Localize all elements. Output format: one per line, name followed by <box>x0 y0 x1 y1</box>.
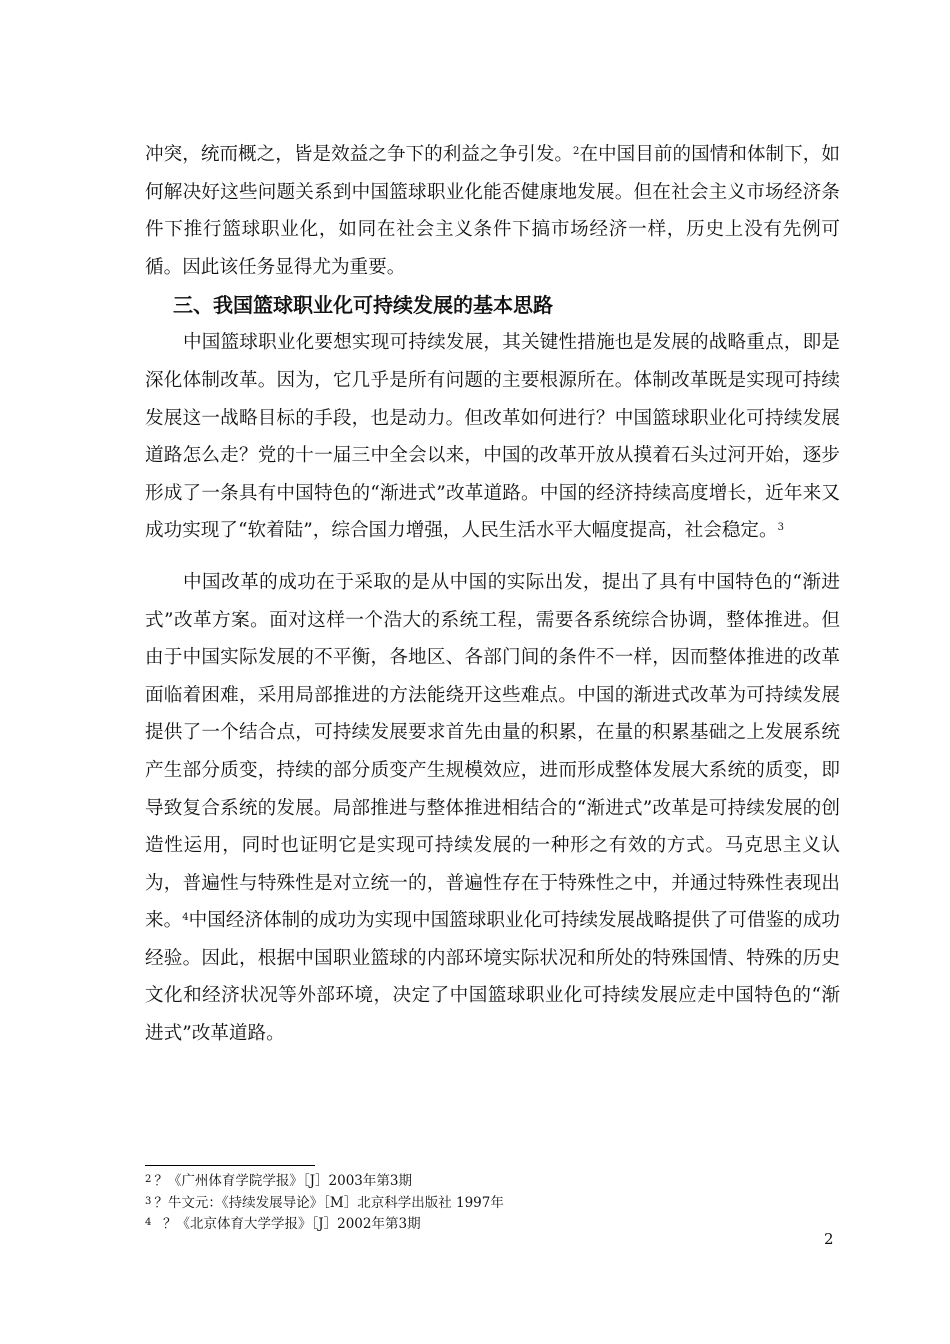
section-heading: 三、我国篮球职业化可持续发展的基本思路 <box>173 293 553 318</box>
paragraph-3-text: 中国改革的成功在于采取的是从中国的实际出发，提出了具有中国特色的“渐进式”改革方案。面对这样一个浩大的系统工程，需要各系统综合协调，整体推进。但由于中国实际发展的不平衡，各地区、各部门间的条件不一样，因而整体推进的改革面临着困难，采用局部推进的方法能绕开这些难点。中国的渐进式改革为可持续发展提供了一个结合点，可持续发展要求首先由量的积累，在量的积累基础之上发展系统产生部分质变，持续的部分质变产生规模效应，进而形成整体发展大系统的质变，即导致复合系统的发展。局部推进与整体推进相结合的“渐进式”改革是可持续发展的创造性运用，同时也证明它是实现可持续发展的一种形之有效的方式。马克思主义认为，普遍性与特殊性是对立统一的，普遍性存在于特殊性之中，并通过特殊性表现出来。 <box>145 571 840 932</box>
footnote-separator <box>145 1165 315 1166</box>
footnotes <box>145 1170 840 1235</box>
footnote-text: ？牛文元：《持续发展导论》［M］北京科学出版社 1997年 <box>154 1194 504 1211</box>
footnote-text: ？《北京体育大学学报》［J］2002年第3期 <box>154 1216 421 1232</box>
paragraph-3-continued: 中国经济体制的成功为实现中国篮球职业化可持续发展战略提供了可借鉴的成功经验。因此，根据中国职业篮球的内部环境实际状况和所处的特殊国情、特殊的历史文化和经济状况等外部环境，决定了中国篮球职业化可持续发展应走中国特色的“渐进式”改革道路。 <box>145 910 840 1045</box>
paragraph-1-text: 冲突，统而概之，皆是效益之争下的利益之争引发。 <box>145 144 574 165</box>
body-text <box>145 136 840 1053</box>
footnote-ref-2[interactable]: 2 <box>573 146 580 157</box>
footnote-text: ？《广州体育学院学报》［J］2003年第3期 <box>154 1173 412 1189</box>
footnote-mark: 3 <box>145 1195 152 1207</box>
paragraph-1-continued: 在中国目前的国情和体制下，如何解决好这些问题关系到中国篮球职业化能否健康地发展。但在社会主义市场经济条件下推行篮球职业化，如同在社会主义条件下搞市场经济一样，历史上没有先例可循。因此该任务显得尤为重要。 <box>145 144 840 278</box>
paragraph-2-text: 中国篮球职业化要想实现可持续发展，其关键性措施也是发展的战略重点，即是深化体制改革。因为，它几乎是所有问题的主要根源所在。体制改革既是实现可持续发展这一战略目标的手段，也是动力。但改革如何进行？中国篮球职业化可持续发展道路怎么走？党的十一届三中全会以来，中国的改革开放从摸着石头过河开始，逐步形成了一条具有中国特色的“渐进式”改革道路。中国的经济持续高度增长，近年来又成功实现了“软着陆”，综合国力增强，人民生活水平大幅度提高，社会稳定。 <box>145 332 840 542</box>
footnote-ref-4[interactable]: 4 <box>182 912 189 924</box>
paragraph-1 <box>145 136 840 286</box>
page-number: 2 <box>824 1230 834 1248</box>
footnote-3 <box>145 1192 840 1214</box>
paragraph-3 <box>145 564 840 1053</box>
footnote-mark: 2 <box>145 1174 152 1185</box>
paragraph-2 <box>145 324 840 550</box>
footnote-mark: 4 <box>145 1217 152 1228</box>
footnote-2 <box>145 1170 840 1192</box>
footnote-4 <box>145 1213 840 1235</box>
footnote-ref-3[interactable]: 3 <box>777 522 784 534</box>
